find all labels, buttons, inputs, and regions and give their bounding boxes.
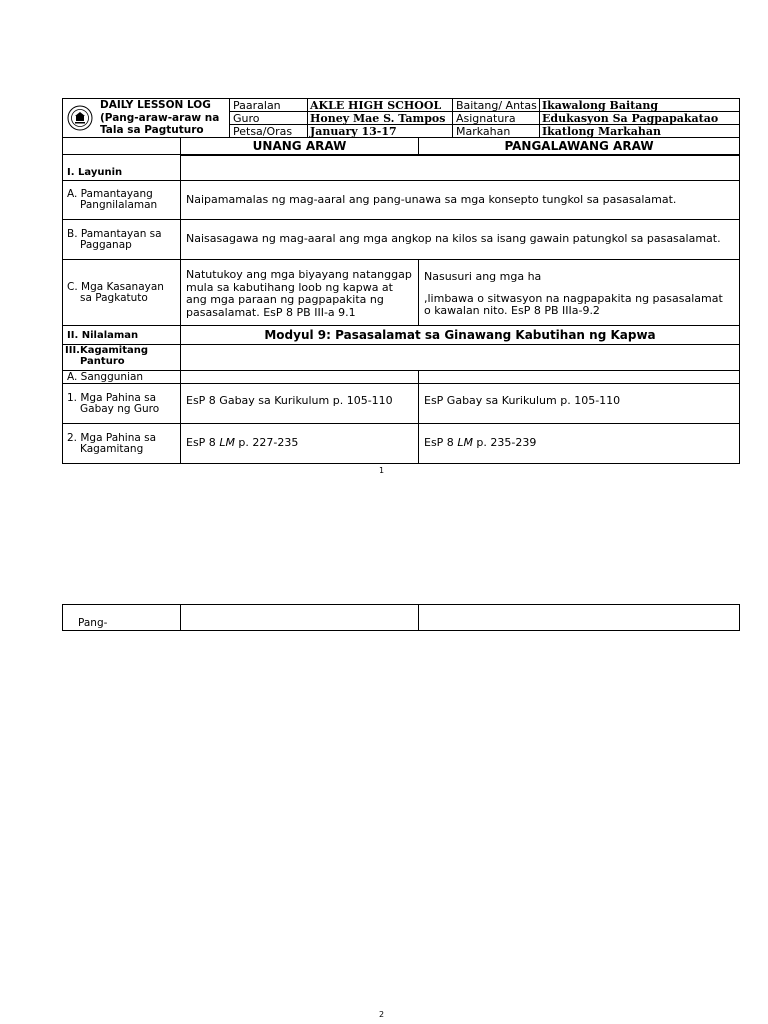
row-label-line: Kagamitang <box>80 442 144 455</box>
pagganap-content: Naisasagawa ng mag-aaral ang mga angkop na kilos sa isang gawain patungkol sa pasasalamat. <box>181 220 740 260</box>
kasanayan-day1-line: ang mga paraan ng pagpapakita ng <box>186 293 384 306</box>
row-label-line: 2. Mga Pahina sa <box>67 431 157 444</box>
field-label: Petsa/Oras <box>230 125 308 138</box>
kasanayan-day2-line: ,limbawa o sitwasyon na nagpapakita ng pasasalamat <box>424 291 723 305</box>
section-label-kagamitang <box>63 345 181 371</box>
row-label-line: Pangnilalaman <box>80 199 158 211</box>
field-value-school: AKLE HIGH SCHOOL <box>308 99 453 112</box>
kasanayan-day2-line: Nasusuri ang mga ha <box>424 270 542 283</box>
kagamitang-content <box>181 345 740 371</box>
pahina-guro-day1: EsP 8 Gabay sa Kurikulum p. 105-110 <box>181 384 419 424</box>
ref-italic: LM <box>457 436 473 450</box>
header-table <box>62 98 740 138</box>
field-label: Asignatura <box>453 112 540 125</box>
field-label: Markahan <box>453 125 540 138</box>
ref-text: p. 227-235 <box>234 436 299 450</box>
ref-italic: LM <box>219 436 235 450</box>
nilalaman-content: Modyul 9: Pasasalamat sa Ginawang Kabutihan ng Kapwa <box>181 326 740 345</box>
title-line-2: (Pang-araw-araw na <box>100 111 220 124</box>
kasanayan-day2-line: o kawalan nito. EsP 8 PB IIIa-9.2 <box>424 304 600 317</box>
row-label-sanggunian: A. Sanggunian <box>63 371 181 384</box>
row-label-pahina-kagamitang <box>63 424 181 464</box>
row-label-line: Pagganap <box>80 238 132 251</box>
row-label-line: 1. Mga Pahina sa <box>67 391 157 404</box>
row-label-line: A. Pamantayang <box>67 188 153 200</box>
row-label-line: Gabay ng Guro <box>80 402 160 415</box>
pahina-guro-day2: EsP Gabay sa Kurikulum p. 105-110 <box>419 384 740 424</box>
page2-table <box>62 604 740 631</box>
row-label-pahina-guro <box>63 384 181 424</box>
page-number-1: 1 <box>379 466 385 475</box>
school-seal-icon <box>67 105 93 131</box>
column-header-day1: UNANG ARAW <box>181 138 419 155</box>
kasanayan-day1-line: mula sa kabutihang loob ng kapwa at <box>186 280 393 294</box>
column-header-day2: PANGALAWANG ARAW <box>419 138 740 155</box>
row-label-line: B. Pamantayan sa <box>67 227 162 240</box>
pang-day2 <box>419 605 740 631</box>
page-number-2: 2 <box>379 1010 385 1019</box>
ref-text: EsP 8 <box>424 436 458 450</box>
ref-text: EsP 8 <box>186 436 220 450</box>
field-value-subject: Edukasyon Sa Pagpapakatao <box>540 112 740 125</box>
sanggunian-day1 <box>181 371 419 384</box>
kasanayan-day1-line: pasasalamat. EsP 8 PB III-a 9.1 <box>186 305 356 319</box>
field-label: Guro <box>230 112 308 125</box>
sanggunian-day2 <box>419 371 740 384</box>
pang-day1 <box>181 605 419 631</box>
row-label-pamantayang <box>63 181 181 220</box>
field-value-quarter: Ikatlong Markahan <box>540 125 740 138</box>
row-label-kasanayan <box>63 260 181 326</box>
field-value-grade: Ikawalong Baitang <box>540 99 740 112</box>
section-label-nilalaman: II. Nilalaman <box>63 326 181 345</box>
title-line-3: Tala sa Pagtuturo <box>100 124 204 136</box>
row-label-pang: Pang- <box>63 605 181 631</box>
pahina-kagamitang-day2 <box>419 424 740 464</box>
row-label-line: C. Mga Kasanayan <box>67 280 164 293</box>
section-label-layunin: I. Layunin <box>63 155 181 181</box>
logo-title-cell <box>63 99 230 138</box>
kasanayan-day2 <box>419 260 740 326</box>
lesson-table <box>62 137 740 464</box>
corner-cell <box>63 138 181 155</box>
pahina-kagamitang-day1 <box>181 424 419 464</box>
pamantayang-content: Naipamamalas ng mag-aaral ang pang-unawa sa mga konsepto tungkol sa pasasalamat. <box>181 181 740 220</box>
ref-text: p. 235-239 <box>472 436 537 450</box>
kasanayan-day1 <box>181 260 419 326</box>
row-label-line: sa Pagkatuto <box>80 291 148 304</box>
field-value-date: January 13-17 <box>308 125 453 138</box>
layunin-content <box>181 155 740 181</box>
field-label: Baitang/ Antas <box>453 99 540 112</box>
title-line-1: DAILY LESSON LOG <box>100 99 211 111</box>
row-label-line: III.Kagamitang <box>65 345 149 356</box>
field-value-teacher: Honey Mae S. Tampos <box>308 112 453 125</box>
field-label: Paaralan <box>230 99 308 112</box>
row-label-pagganap <box>63 220 181 260</box>
kasanayan-day1-line: Natutukoy ang mga biyayang natanggap <box>186 268 412 281</box>
row-label-line: Panturo <box>80 356 125 367</box>
